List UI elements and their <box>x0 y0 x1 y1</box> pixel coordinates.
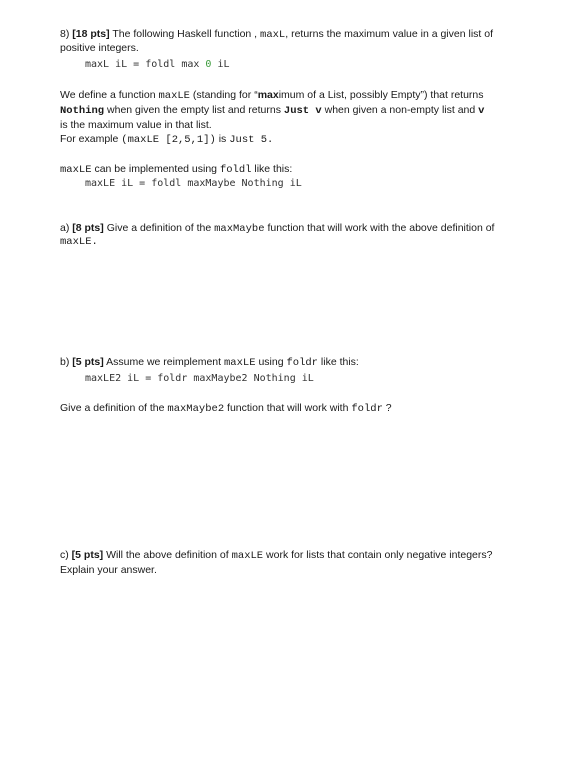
intro-text: The following Haskell function , <box>112 28 258 40</box>
impl-fn: maxLE <box>60 164 92 176</box>
def-text-e: when given a non-empty list and <box>324 104 476 116</box>
def-text-a: We define a function <box>60 89 156 101</box>
example-line <box>60 133 273 147</box>
fn-maxLE: maxLE <box>158 90 190 102</box>
part-a-text-a: Give a definition of the <box>106 222 212 234</box>
part-c-line-2: Explain your answer. <box>60 564 157 576</box>
example-is: is <box>218 133 227 145</box>
part-c-line-1 <box>60 549 492 563</box>
part-b-q-foldr: foldr <box>351 403 383 415</box>
kw-nothing: Nothing <box>60 105 105 117</box>
impl-like: like this: <box>254 163 293 175</box>
def-bold-max: max <box>257 89 279 101</box>
code-maxLE2: maxLE2 iL = foldr maxMaybe2 Nothing iL <box>85 373 314 384</box>
part-b-question <box>60 402 392 416</box>
example-result: Just 5. <box>229 134 274 146</box>
part-a-fn: maxMaybe <box>214 223 265 235</box>
definition-line-3: is the maximum value in that list. <box>60 119 212 131</box>
impl-foldl: foldl <box>219 164 252 176</box>
part-a-text-b: function that will work with the above definition of <box>267 222 495 234</box>
part-c-text-a: Will the above definition of <box>106 549 229 561</box>
def-text-d: when given the empty list and returns <box>107 104 281 116</box>
part-a-label: a) <box>60 222 70 234</box>
part-c-points: [5 pts] <box>71 549 104 561</box>
part-c-label: c) <box>60 549 69 561</box>
implementation-line <box>60 163 292 177</box>
intro-text-2: , returns the maximum value in a given list of <box>285 28 493 40</box>
fn-maxL: maxL <box>260 29 286 41</box>
part-b-label: b) <box>60 356 70 368</box>
question-number: 8) <box>60 28 70 40</box>
example-code: (maxLE [2,5,1]) <box>121 134 216 146</box>
part-c-text-b: work for lists that contain only negative integers? <box>266 549 493 561</box>
part-a-points: [8 pts] <box>72 222 104 234</box>
kw-v: v <box>478 105 485 117</box>
code-maxL-a: maxL iL = foldl max <box>85 59 206 70</box>
part-a-line-2: maxLE. <box>60 236 98 248</box>
def-text-b: (standing for “ <box>192 89 258 101</box>
code-maxL-b: iL <box>211 59 230 70</box>
kw-just-v: Just v <box>283 105 322 117</box>
code-maxLE: maxLE iL = foldl maxMaybe Nothing iL <box>85 178 302 189</box>
part-b-points: [5 pts] <box>72 356 104 368</box>
part-c-fn: maxLE <box>231 550 264 562</box>
code-maxL-zero: 0 <box>205 59 212 70</box>
definition-line-2 <box>60 104 484 118</box>
part-b-q-end: ? <box>385 402 392 414</box>
example-text: For example <box>60 133 119 145</box>
part-b-q-b: function that will work with <box>227 402 349 414</box>
part-b-line-1 <box>60 356 359 370</box>
part-b-text-c: like this: <box>320 356 359 368</box>
part-b-fn: maxLE <box>224 357 256 369</box>
question-points: [18 pts] <box>72 28 110 40</box>
part-b-foldr: foldr <box>286 357 318 369</box>
def-text-c: imum of a List, possibly Empty”) that returns <box>278 89 484 101</box>
part-b-text-a: Assume we reimplement <box>106 356 222 368</box>
impl-text: can be implemented using <box>94 163 218 175</box>
part-b-q-a: Give a definition of the <box>60 402 165 414</box>
part-b-text-b: using <box>258 356 284 368</box>
question-8-line-2: positive integers. <box>60 42 139 54</box>
part-a-line-1 <box>60 222 494 236</box>
part-b-q-fn: maxMaybe2 <box>167 403 225 415</box>
question-8-line-1 <box>60 28 493 42</box>
code-maxL <box>85 58 230 71</box>
definition-line-1 <box>60 89 484 103</box>
